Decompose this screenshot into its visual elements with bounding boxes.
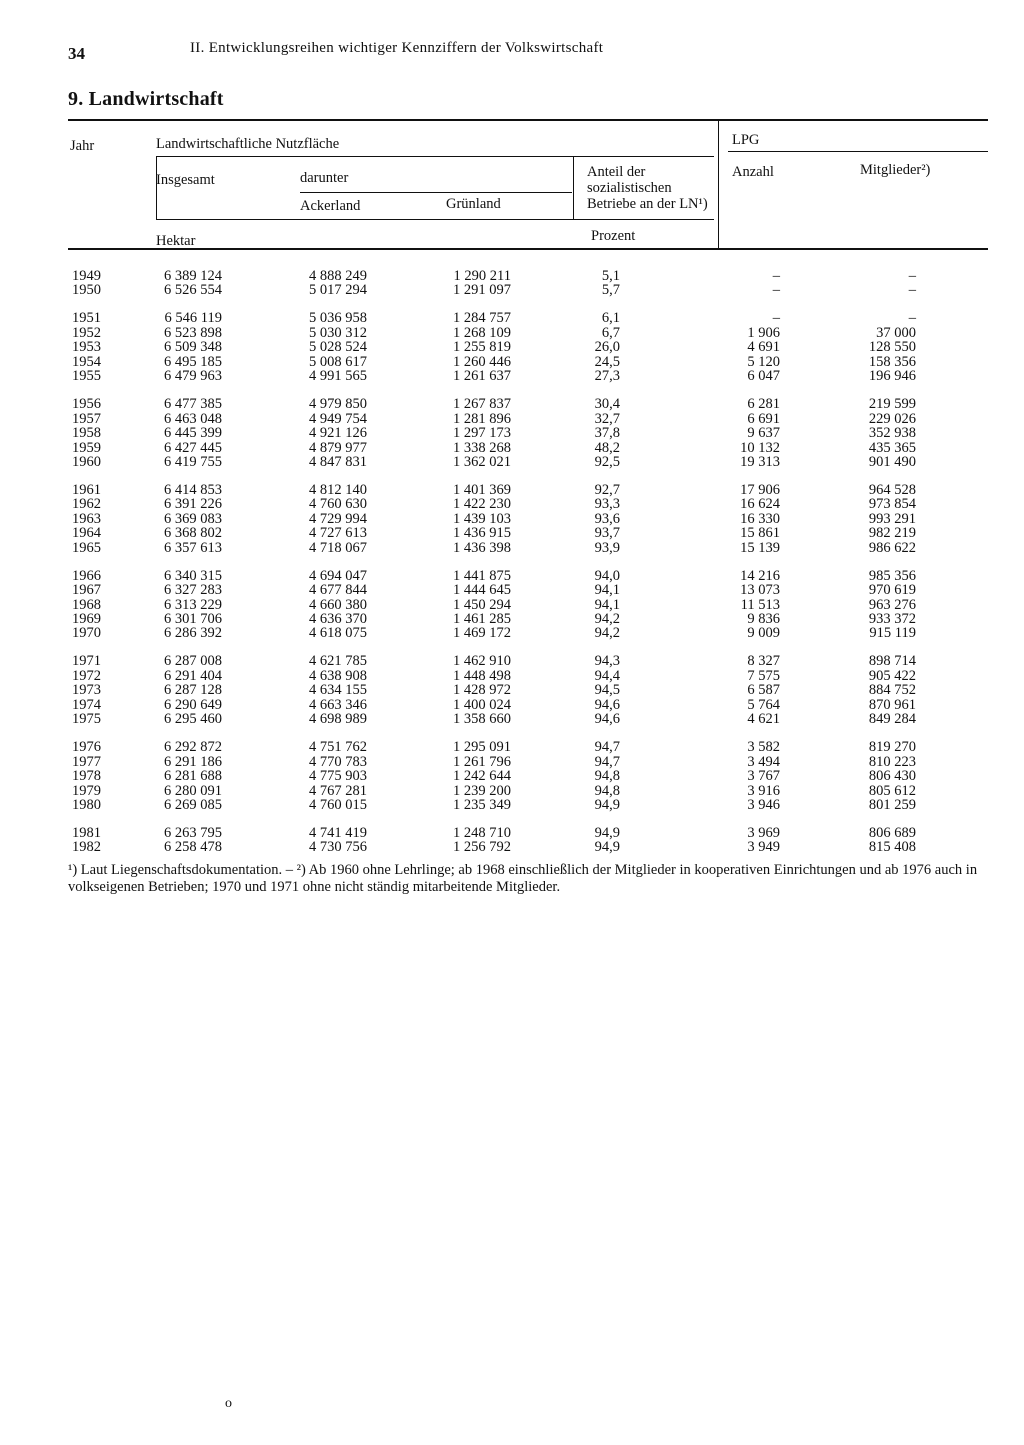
- cell-anteil: 6,7: [601, 324, 620, 341]
- cell-jahr: 1960: [72, 453, 101, 470]
- cell-jahr: 1952: [72, 324, 101, 341]
- cell-mitglieder: 985 356: [868, 567, 916, 584]
- table-row: [0, 283, 1024, 298]
- cell-gruenland: 1 267 837: [453, 396, 511, 413]
- cell-gruenland: 1 469 172: [453, 625, 511, 642]
- darunter-rule: [300, 192, 572, 193]
- cell-mitglieder: 819 270: [868, 739, 916, 756]
- cell-gruenland: 1 255 819: [453, 339, 511, 356]
- cell-gruenland: 1 261 796: [453, 753, 511, 770]
- cell-gruenland: 1 441 875: [453, 567, 511, 584]
- cell-anteil: 94,2: [594, 611, 620, 627]
- cell-ackerland: 5 008 617: [309, 353, 367, 370]
- cell-insgesamt: 6 290 649: [164, 696, 222, 713]
- footnotes: [68, 862, 990, 896]
- table-row: [0, 798, 1024, 813]
- table-row: [0, 740, 1024, 755]
- cell-jahr: 1973: [72, 682, 101, 699]
- page-number: 34: [68, 44, 85, 63]
- header-anzahl: Anzahl: [732, 164, 774, 180]
- cell-ackerland: 5 030 312: [309, 324, 367, 341]
- cell-insgesamt: 6 479 963: [164, 368, 222, 385]
- cell-mitglieder: 870 961: [868, 696, 916, 713]
- cell-mitglieder: 901 490: [868, 453, 916, 470]
- cell-insgesamt: 6 292 872: [164, 739, 222, 756]
- cell-anteil: 92,7: [594, 481, 620, 498]
- cell-insgesamt: 6 495 185: [164, 353, 222, 370]
- cell-jahr: 1962: [72, 496, 101, 513]
- cell-anteil: 5,7: [601, 282, 620, 299]
- hektar-rule: [156, 219, 714, 220]
- cell-anteil: 94,6: [594, 711, 620, 728]
- cell-ackerland: 4 638 908: [309, 667, 367, 684]
- cell-jahr: 1958: [72, 425, 101, 442]
- cell-jahr: 1979: [72, 782, 101, 799]
- cell-gruenland: 1 338 268: [453, 439, 511, 456]
- cell-gruenland: 1 462 910: [453, 653, 511, 670]
- cell-anzahl: 16 624: [740, 496, 780, 513]
- cell-ackerland: 4 634 155: [309, 682, 367, 699]
- header-darunter: darunter: [300, 170, 349, 186]
- cell-anteil: 48,2: [594, 439, 620, 456]
- cell-mitglieder: 815 408: [868, 839, 916, 856]
- cell-anteil: 94,3: [594, 653, 620, 670]
- cell-jahr: 1982: [72, 839, 101, 856]
- section-title: 9. Landwirtschaft: [68, 88, 224, 110]
- cell-mitglieder: 805 612: [868, 782, 916, 799]
- cell-mitglieder: –: [908, 282, 916, 299]
- cell-mitglieder: 963 276: [868, 596, 916, 613]
- cell-anteil: 93,9: [594, 539, 620, 556]
- cell-anzahl: 9 836: [747, 611, 780, 627]
- cell-anteil: 94,1: [594, 596, 620, 613]
- running-head: II. Entwicklungsreihen wichtiger Kennziffern der Volkswirtschaft: [190, 40, 604, 56]
- cell-mitglieder: 986 622: [868, 539, 916, 556]
- cell-gruenland: 1 290 211: [453, 268, 511, 284]
- header-anteil: Anteil der sozialistischen Betriebe an der LN¹): [587, 164, 708, 212]
- cell-anzahl: 16 330: [740, 510, 780, 527]
- cell-ackerland: 4 949 754: [309, 410, 367, 427]
- cell-jahr: 1956: [72, 396, 101, 413]
- cell-anzahl: 15 139: [740, 539, 780, 556]
- cell-anzahl: 13 073: [740, 582, 780, 599]
- cell-mitglieder: 806 430: [868, 768, 916, 785]
- cell-insgesamt: 6 463 048: [164, 410, 222, 427]
- cell-anzahl: 6 281: [747, 396, 780, 413]
- lpg-rule: [728, 151, 988, 152]
- cell-anteil: 37,8: [594, 425, 620, 442]
- cell-mitglieder: 964 528: [868, 481, 916, 498]
- cell-anzahl: 3 969: [747, 824, 780, 841]
- cell-insgesamt: 6 427 445: [164, 439, 222, 456]
- cell-ackerland: 4 767 281: [309, 782, 367, 799]
- cell-ackerland: 4 660 380: [309, 596, 367, 613]
- cell-anteil: 94,9: [594, 824, 620, 841]
- cell-anzahl: 15 861: [740, 525, 780, 542]
- cell-ackerland: 4 730 756: [309, 839, 367, 856]
- cell-gruenland: 1 256 792: [453, 839, 511, 856]
- page-mark: o: [225, 1396, 232, 1411]
- cell-anteil: 94,8: [594, 782, 620, 799]
- cell-mitglieder: 219 599: [868, 396, 916, 413]
- cell-insgesamt: 6 369 083: [164, 510, 222, 527]
- cell-insgesamt: 6 295 460: [164, 711, 222, 728]
- cell-jahr: 1968: [72, 596, 101, 613]
- table-row: [0, 397, 1024, 412]
- header-mitglieder: Mitglieder²): [860, 162, 931, 178]
- cell-insgesamt: 6 368 802: [164, 525, 222, 542]
- cell-insgesamt: 6 286 392: [164, 625, 222, 642]
- cell-anzahl: 3 582: [747, 739, 780, 756]
- cell-anzahl: 3 946: [747, 796, 780, 813]
- cell-anzahl: 9 637: [747, 425, 780, 442]
- cell-mitglieder: 801 259: [868, 796, 916, 813]
- cell-insgesamt: 6 291 186: [164, 753, 222, 770]
- cell-anteil: 32,7: [594, 410, 620, 427]
- footnote-text: ¹) Laut Liegenschaftsdokumentation. – ²) Ab 1960 ohne Lehrlinge; ab 1968 einschließlich der Mitglieder in kooperativen Einrichtungen und ab 1976 auch in volkseigenen Betrieben; 1970 und 1971 ohne nicht ständig mitarbeitende Mitglieder.: [68, 862, 978, 895]
- cell-anteil: 6,1: [601, 310, 620, 327]
- cell-anzahl: –: [772, 282, 780, 299]
- header-ackerland: Ackerland: [300, 198, 361, 214]
- cell-anzahl: 19 313: [740, 453, 780, 470]
- cell-gruenland: 1 235 349: [453, 796, 511, 813]
- table-row: [0, 369, 1024, 384]
- cell-gruenland: 1 362 021: [453, 453, 511, 470]
- cell-jahr: 1974: [72, 696, 101, 713]
- cell-mitglieder: 435 365: [868, 439, 916, 456]
- cell-gruenland: 1 260 446: [453, 353, 511, 370]
- cell-ackerland: 5 017 294: [309, 282, 367, 299]
- cell-jahr: 1972: [72, 667, 101, 684]
- cell-jahr: 1950: [72, 282, 101, 299]
- cell-anteil: 5,1: [601, 268, 620, 284]
- cell-insgesamt: 6 280 091: [164, 782, 222, 799]
- cell-ackerland: 4 847 831: [309, 453, 367, 470]
- cell-anzahl: –: [772, 310, 780, 327]
- cell-gruenland: 1 439 103: [453, 510, 511, 527]
- cell-mitglieder: 973 854: [868, 496, 916, 513]
- cell-insgesamt: 6 477 385: [164, 396, 222, 413]
- cell-ackerland: 4 888 249: [309, 268, 367, 284]
- table-row: [0, 455, 1024, 470]
- cell-gruenland: 1 261 637: [453, 368, 511, 385]
- cell-insgesamt: 6 327 283: [164, 582, 222, 599]
- cell-insgesamt: 6 509 348: [164, 339, 222, 356]
- cell-jahr: 1949: [72, 268, 101, 284]
- cell-ackerland: 4 718 067: [309, 539, 367, 556]
- cell-insgesamt: 6 357 613: [164, 539, 222, 556]
- cell-jahr: 1967: [72, 582, 101, 599]
- table-row: [0, 769, 1024, 784]
- cell-mitglieder: 849 284: [868, 711, 916, 728]
- cell-anzahl: 3 949: [747, 839, 780, 856]
- table-row: [0, 541, 1024, 556]
- cell-insgesamt: 6 313 229: [164, 596, 222, 613]
- cell-anzahl: 6 047: [747, 368, 780, 385]
- cell-insgesamt: 6 287 128: [164, 682, 222, 699]
- cell-ackerland: 4 775 903: [309, 768, 367, 785]
- cell-jahr: 1971: [72, 653, 101, 670]
- cell-mitglieder: 37 000: [876, 324, 916, 341]
- cell-mitglieder: 806 689: [868, 824, 916, 841]
- cell-jahr: 1966: [72, 567, 101, 584]
- cell-jahr: 1963: [72, 510, 101, 527]
- cell-mitglieder: 933 372: [868, 611, 916, 627]
- cell-anteil: 94,6: [594, 696, 620, 713]
- cell-insgesamt: 6 258 478: [164, 839, 222, 856]
- cell-ackerland: 4 979 850: [309, 396, 367, 413]
- cell-mitglieder: 128 550: [868, 339, 916, 356]
- cell-mitglieder: 915 119: [869, 625, 916, 642]
- cell-insgesamt: 6 523 898: [164, 324, 222, 341]
- cell-ackerland: 4 741 419: [309, 824, 367, 841]
- cell-anzahl: 8 327: [747, 653, 780, 670]
- cell-anteil: 27,3: [594, 368, 620, 385]
- cell-ackerland: 4 760 630: [309, 496, 367, 513]
- nutzflaeche-rule: [156, 156, 714, 157]
- cell-mitglieder: 982 219: [868, 525, 916, 542]
- cell-insgesamt: 6 263 795: [164, 824, 222, 841]
- header-jahr: Jahr: [70, 138, 95, 154]
- header-bottom-rule: [68, 248, 988, 250]
- cell-anteil: 94,7: [594, 739, 620, 756]
- cell-jahr: 1976: [72, 739, 101, 756]
- cell-gruenland: 1 295 091: [453, 739, 511, 756]
- cell-anzahl: 1 906: [747, 324, 780, 341]
- cell-gruenland: 1 248 710: [453, 824, 511, 841]
- header-gruenland: Grünland: [446, 196, 501, 212]
- cell-ackerland: 4 991 565: [309, 368, 367, 385]
- cell-anteil: 94,9: [594, 839, 620, 856]
- cell-insgesamt: 6 287 008: [164, 653, 222, 670]
- cell-ackerland: 4 879 977: [309, 439, 367, 456]
- cell-insgesamt: 6 291 404: [164, 667, 222, 684]
- cell-anteil: 93,7: [594, 525, 620, 542]
- cell-anteil: 94,8: [594, 768, 620, 785]
- cell-jahr: 1954: [72, 353, 101, 370]
- cell-mitglieder: 158 356: [868, 353, 916, 370]
- cell-ackerland: 4 921 126: [309, 425, 367, 442]
- cell-mitglieder: 352 938: [868, 425, 916, 442]
- cell-ackerland: 4 760 015: [309, 796, 367, 813]
- cell-jahr: 1955: [72, 368, 101, 385]
- cell-gruenland: 1 450 294: [453, 596, 511, 613]
- cell-ackerland: 4 618 075: [309, 625, 367, 642]
- cell-anteil: 94,0: [594, 567, 620, 584]
- cell-insgesamt: 6 281 688: [164, 768, 222, 785]
- cell-ackerland: 4 694 047: [309, 567, 367, 584]
- cell-gruenland: 1 291 097: [453, 282, 511, 299]
- col-divider-anteil: [573, 156, 574, 219]
- cell-ackerland: 4 729 994: [309, 510, 367, 527]
- table-row: [0, 311, 1024, 326]
- header-lpg: LPG: [732, 132, 760, 148]
- table-row: [0, 583, 1024, 598]
- cell-anzahl: 3 916: [747, 782, 780, 799]
- cell-insgesamt: 6 340 315: [164, 567, 222, 584]
- cell-jahr: 1961: [72, 481, 101, 498]
- cell-gruenland: 1 428 972: [453, 682, 511, 699]
- cell-mitglieder: 993 291: [868, 510, 916, 527]
- cell-ackerland: 4 621 785: [309, 653, 367, 670]
- cell-gruenland: 1 461 285: [453, 611, 511, 627]
- cell-anteil: 26,0: [594, 339, 620, 356]
- cell-jahr: 1964: [72, 525, 101, 542]
- cell-ackerland: 5 036 958: [309, 310, 367, 327]
- cell-anzahl: 6 691: [747, 410, 780, 427]
- cell-insgesamt: 6 546 119: [164, 310, 222, 327]
- cell-ackerland: 4 770 783: [309, 753, 367, 770]
- cell-mitglieder: 810 223: [868, 753, 916, 770]
- cell-insgesamt: 6 389 124: [164, 268, 222, 284]
- cell-mitglieder: 970 619: [868, 582, 916, 599]
- cell-ackerland: 4 677 844: [309, 582, 367, 599]
- cell-anteil: 24,5: [594, 353, 620, 370]
- cell-anzahl: 5 120: [747, 353, 780, 370]
- cell-anzahl: 9 009: [747, 625, 780, 642]
- cell-gruenland: 1 358 660: [453, 711, 511, 728]
- cell-anzahl: 4 621: [747, 711, 780, 728]
- header-unit-prozent: Prozent: [591, 228, 636, 244]
- table-row: [0, 840, 1024, 855]
- cell-anteil: 94,4: [594, 667, 620, 684]
- cell-anteil: 94,1: [594, 582, 620, 599]
- cell-jahr: 1969: [72, 611, 101, 627]
- cell-insgesamt: 6 445 399: [164, 425, 222, 442]
- cell-gruenland: 1 448 498: [453, 667, 511, 684]
- cell-ackerland: 4 636 370: [309, 611, 367, 627]
- table-row: [0, 626, 1024, 641]
- cell-mitglieder: 905 422: [868, 667, 916, 684]
- cell-anteil: 93,3: [594, 496, 620, 513]
- cell-jahr: 1953: [72, 339, 101, 356]
- cell-gruenland: 1 239 200: [453, 782, 511, 799]
- cell-anteil: 94,9: [594, 796, 620, 813]
- cell-mitglieder: –: [908, 310, 916, 327]
- table-row: [0, 526, 1024, 541]
- cell-insgesamt: 6 526 554: [164, 282, 222, 299]
- cell-mitglieder: –: [908, 268, 916, 284]
- cell-anteil: 93,6: [594, 510, 620, 527]
- cell-jahr: 1977: [72, 753, 101, 770]
- cell-jahr: 1957: [72, 410, 101, 427]
- header-nutzflaeche: Landwirtschaftliche Nutzfläche: [156, 136, 340, 152]
- cell-insgesamt: 6 419 755: [164, 453, 222, 470]
- cell-anteil: 92,5: [594, 453, 620, 470]
- cell-jahr: 1975: [72, 711, 101, 728]
- cell-jahr: 1970: [72, 625, 101, 642]
- cell-gruenland: 1 436 398: [453, 539, 511, 556]
- cell-jahr: 1965: [72, 539, 101, 556]
- cell-gruenland: 1 284 757: [453, 310, 511, 327]
- cell-anzahl: 17 906: [740, 481, 780, 498]
- cell-mitglieder: 229 026: [868, 410, 916, 427]
- cell-anzahl: 3 494: [747, 753, 780, 770]
- cell-gruenland: 1 297 173: [453, 425, 511, 442]
- cell-insgesamt: 6 414 853: [164, 481, 222, 498]
- cell-anzahl: 3 767: [747, 768, 780, 785]
- cell-jahr: 1959: [72, 439, 101, 456]
- cell-gruenland: 1 268 109: [453, 324, 511, 341]
- cell-gruenland: 1 281 896: [453, 410, 511, 427]
- table-row: [0, 269, 1024, 284]
- cell-anteil: 30,4: [594, 396, 620, 413]
- cell-gruenland: 1 436 915: [453, 525, 511, 542]
- cell-jahr: 1980: [72, 796, 101, 813]
- cell-jahr: 1981: [72, 824, 101, 841]
- cell-anteil: 94,5: [594, 682, 620, 699]
- header-insgesamt: Insgesamt: [156, 172, 215, 188]
- table-row: [0, 426, 1024, 441]
- cell-mitglieder: 898 714: [868, 653, 916, 670]
- cell-mitglieder: 884 752: [868, 682, 916, 699]
- cell-anteil: 94,7: [594, 753, 620, 770]
- cell-mitglieder: 196 946: [868, 368, 916, 385]
- cell-anzahl: 10 132: [740, 439, 780, 456]
- cell-anzahl: 11 513: [740, 596, 780, 613]
- cell-anzahl: 14 216: [740, 567, 780, 584]
- cell-anzahl: –: [772, 268, 780, 284]
- cell-gruenland: 1 444 645: [453, 582, 511, 599]
- cell-ackerland: 4 698 989: [309, 711, 367, 728]
- cell-gruenland: 1 242 644: [453, 768, 511, 785]
- cell-ackerland: 4 727 613: [309, 525, 367, 542]
- cell-gruenland: 1 422 230: [453, 496, 511, 513]
- cell-ackerland: 4 751 762: [309, 739, 367, 756]
- cell-gruenland: 1 401 369: [453, 481, 511, 498]
- cell-anzahl: 7 575: [747, 667, 780, 684]
- cell-jahr: 1951: [72, 310, 101, 327]
- cell-gruenland: 1 400 024: [453, 696, 511, 713]
- cell-anzahl: 4 691: [747, 339, 780, 356]
- cell-insgesamt: 6 269 085: [164, 796, 222, 813]
- cell-ackerland: 4 812 140: [309, 481, 367, 498]
- cell-ackerland: 4 663 346: [309, 696, 367, 713]
- cell-anzahl: 6 587: [747, 682, 780, 699]
- cell-anzahl: 5 764: [747, 696, 780, 713]
- cell-insgesamt: 6 391 226: [164, 496, 222, 513]
- cell-jahr: 1978: [72, 768, 101, 785]
- cell-insgesamt: 6 301 706: [164, 611, 222, 627]
- cell-ackerland: 5 028 524: [309, 339, 367, 356]
- header-unit-hektar: Hektar: [156, 233, 196, 249]
- cell-anteil: 94,2: [594, 625, 620, 642]
- table-top-rule: [68, 119, 988, 121]
- table-row: [0, 712, 1024, 727]
